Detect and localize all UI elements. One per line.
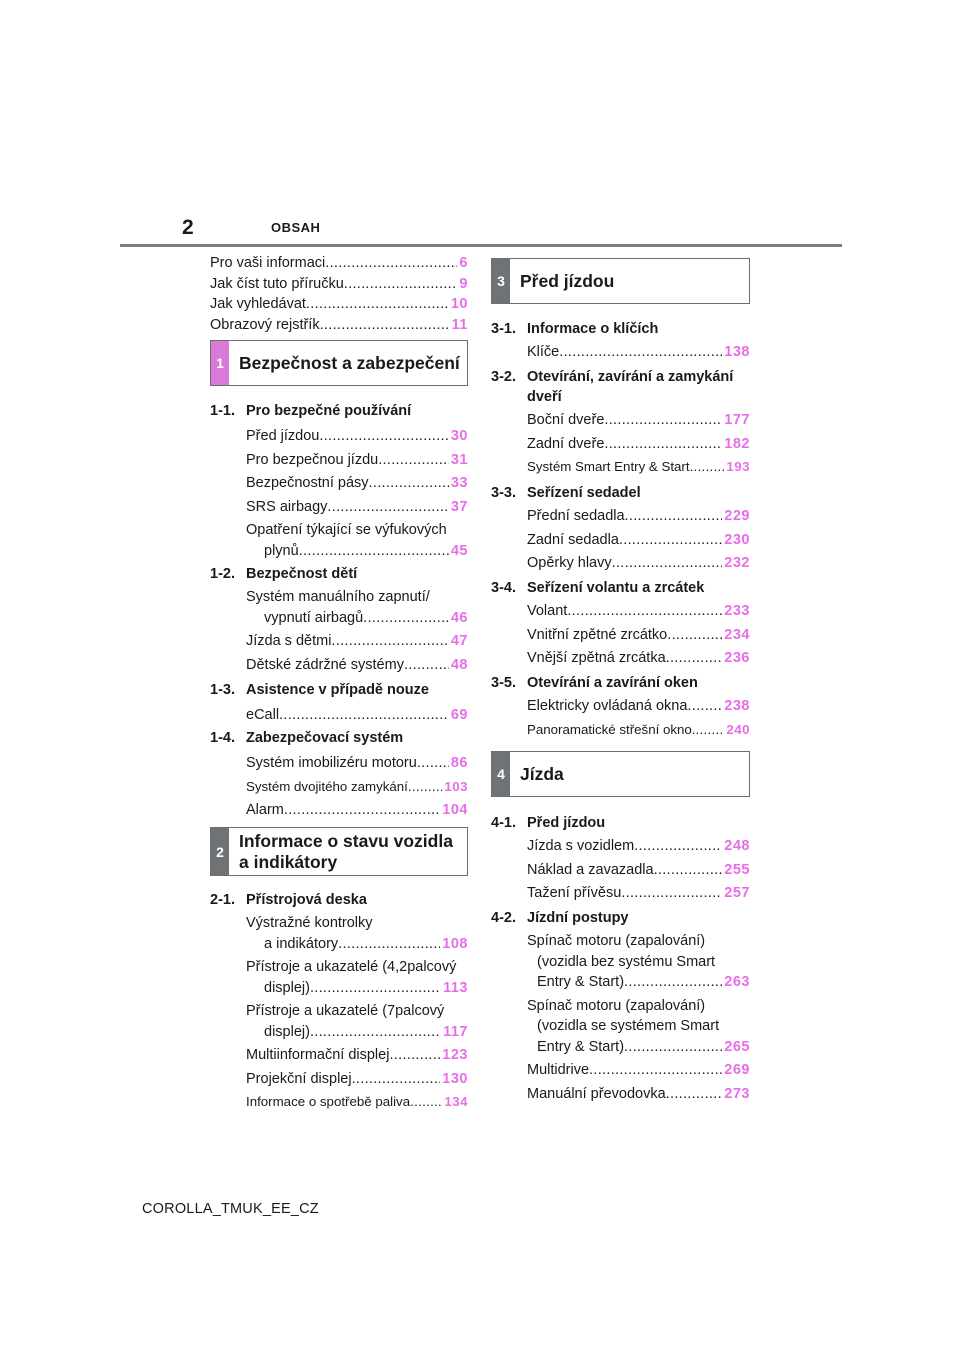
toc-entry[interactable]: Systém dvojitého zamykání ..... 103 bbox=[246, 779, 468, 800]
toc-entry[interactable]: Přední sedadla ..... 229 bbox=[527, 508, 750, 529]
toc-entry[interactable]: Alarm ..... 104 bbox=[246, 802, 468, 823]
toc-entry[interactable]: Informace o spotřebě paliva ..... 134 bbox=[246, 1094, 468, 1115]
page-ref: 229 bbox=[724, 508, 750, 524]
page-ref: 130 bbox=[442, 1070, 468, 1087]
chapter-2-title: Informace o stavu vozidla a indikátory bbox=[239, 830, 453, 872]
toc-entry-line[interactable]: (vozidla se systémem Smart bbox=[537, 1018, 720, 1034]
toc-entry[interactable]: Boční dveře ..... 177 bbox=[527, 412, 750, 433]
toc-entry-line[interactable]: Přístroje a ukazatelé (4,2palcový bbox=[246, 959, 457, 975]
toc-entry-line[interactable]: Přístroje a ukazatelé (7palcový bbox=[246, 1003, 445, 1019]
intro-list bbox=[210, 255, 468, 337]
page-ref: 257 bbox=[724, 885, 750, 901]
toc-entry[interactable]: Projekční displej ..... 130 bbox=[246, 1071, 468, 1092]
page-ref: 117 bbox=[443, 1023, 468, 1040]
page-ref: 31 bbox=[450, 451, 468, 468]
section-1-4 bbox=[210, 730, 468, 823]
toc-entry[interactable]: Multidrive ..... 269 bbox=[527, 1062, 750, 1083]
section-heading-cont: dveří bbox=[527, 389, 562, 405]
page-ref: 248 bbox=[724, 838, 750, 854]
section-3-3 bbox=[491, 485, 750, 576]
section-heading[interactable]: 2-1. Přístrojová deska bbox=[210, 892, 367, 908]
chapter-4-number: 4 bbox=[492, 752, 510, 796]
page-ref: 37 bbox=[450, 498, 468, 515]
page-ref: 123 bbox=[442, 1047, 468, 1063]
chapter-3-number: 3 bbox=[492, 259, 510, 303]
toc-entry[interactable]: Zadní dveře ..... 182 bbox=[527, 436, 750, 457]
toc-entry[interactable]: Jak číst tuto příručku ..... 9 bbox=[210, 276, 468, 297]
page-ref: 10 bbox=[450, 296, 468, 312]
toc-entry[interactable]: Entry & Start) ..... 263 bbox=[527, 974, 750, 995]
toc-entry[interactable]: vypnutí airbagů ..... 46 bbox=[246, 610, 468, 631]
toc-entry[interactable]: Jízda s dětmi ..... 47 bbox=[246, 633, 468, 654]
page-ref: 273 bbox=[724, 1085, 750, 1102]
section-1-3 bbox=[210, 682, 468, 728]
page-ref: 182 bbox=[724, 435, 750, 452]
chapter-4-header[interactable] bbox=[491, 751, 750, 797]
page-ref: 45 bbox=[450, 542, 468, 559]
page-ref: 193 bbox=[726, 459, 750, 474]
toc-entry[interactable]: Systém imobilizéru motoru ..... 86 bbox=[246, 755, 468, 776]
page-ref: 234 bbox=[724, 626, 750, 643]
section-heading[interactable]: 3-3. Seřízení sedadel bbox=[491, 485, 641, 501]
section-3-1 bbox=[491, 321, 750, 365]
document-code: COROLLA_TMUK_EE_CZ bbox=[142, 1201, 319, 1217]
toc-entry[interactable]: Vnější zpětná zrcátka ..... 236 bbox=[527, 650, 750, 671]
toc-entry[interactable]: Jak vyhledávat ..... 10 bbox=[210, 296, 468, 317]
section-heading[interactable]: 3-5. Otevírání a zavírání oken bbox=[491, 675, 698, 691]
page-ref: 138 bbox=[724, 344, 750, 360]
page-ref: 33 bbox=[450, 475, 468, 491]
header-divider bbox=[120, 244, 842, 247]
toc-entry[interactable]: Bezpečnostní pásy ..... 33 bbox=[246, 475, 468, 496]
toc-entry[interactable]: a indikátory ..... 108 bbox=[246, 936, 468, 957]
chapter-2-header[interactable] bbox=[210, 827, 468, 876]
page-ref: 46 bbox=[450, 609, 468, 626]
section-4-2 bbox=[491, 910, 750, 1106]
toc-entry[interactable]: Obrazový rejstřík ..... 11 bbox=[210, 317, 468, 338]
chapter-3-header[interactable] bbox=[491, 258, 750, 304]
page-ref: 113 bbox=[443, 979, 468, 996]
toc-entry[interactable]: SRS airbagy ..... 37 bbox=[246, 499, 468, 520]
toc-entry[interactable]: Multiinformační displej ..... 123 bbox=[246, 1047, 468, 1068]
page-ref: 240 bbox=[726, 721, 750, 737]
toc-entry[interactable]: Zadní sedadla ..... 230 bbox=[527, 532, 750, 553]
section-3-4 bbox=[491, 580, 750, 671]
page-ref: 6 bbox=[459, 255, 468, 271]
toc-entry[interactable]: Pro bezpečnou jízdu ..... 31 bbox=[246, 452, 468, 473]
page-ref: 11 bbox=[451, 316, 468, 333]
section-heading[interactable]: 3-4. Seřízení volantu a zrcátek bbox=[491, 580, 705, 596]
toc-entry[interactable]: Volant ..... 233 bbox=[527, 603, 750, 624]
toc-entry-line[interactable]: (vozidla bez systému Smart bbox=[537, 953, 716, 970]
page-ref: 86 bbox=[450, 755, 468, 771]
chapter-3-title: Před jízdou bbox=[520, 270, 615, 291]
page-ref: 9 bbox=[459, 275, 468, 292]
toc-entry[interactable]: Dětské zádržné systémy ..... 48 bbox=[246, 657, 468, 678]
chapter-1-number: 1 bbox=[211, 341, 229, 385]
toc-entry[interactable]: Jízda s vozidlem ..... 248 bbox=[527, 838, 750, 859]
toc-entry[interactable]: Klíče ..... 138 bbox=[527, 344, 750, 365]
section-heading[interactable]: 1-1. Pro bezpečné používání bbox=[210, 403, 412, 419]
toc-entry-line[interactable]: Spínač motoru (zapalování) bbox=[527, 933, 706, 949]
page-ref: 30 bbox=[450, 428, 468, 444]
page-ref: 263 bbox=[724, 974, 750, 990]
toc-entry[interactable]: Před jízdou ..... 30 bbox=[246, 428, 468, 449]
toc-entry[interactable]: displej) ..... 117 bbox=[246, 1024, 468, 1045]
toc-entry[interactable]: Vnitřní zpětné zrcátko ..... 234 bbox=[527, 627, 750, 648]
page-ref: 230 bbox=[724, 531, 750, 548]
toc-entry-line[interactable]: Opatření týkající se výfukových bbox=[246, 522, 447, 538]
section-1-1 bbox=[210, 403, 468, 563]
page-ref: 69 bbox=[450, 707, 468, 723]
toc-entry[interactable]: Manuální převodovka ..... 273 bbox=[527, 1086, 750, 1107]
toc-entry-line[interactable]: Spínač motoru (zapalování) bbox=[527, 997, 706, 1014]
section-3-2 bbox=[491, 369, 750, 480]
toc-entry[interactable]: plynů ..... 45 bbox=[246, 543, 468, 564]
page-title: OBSAH bbox=[271, 220, 321, 235]
page-ref: 255 bbox=[724, 861, 750, 878]
section-1-2 bbox=[210, 566, 468, 677]
chapter-1-title: Bezpečnost a zabezpečení bbox=[239, 352, 460, 373]
page-ref: 103 bbox=[444, 778, 468, 794]
section-4-1 bbox=[491, 815, 750, 906]
toc-entry-line[interactable]: Systém manuálního zapnutí/ bbox=[246, 589, 430, 605]
toc-entry[interactable]: eCall ..... 69 bbox=[246, 707, 468, 728]
toc-entry[interactable]: Systém Smart Entry & Start ..... 193 bbox=[527, 459, 750, 480]
section-3-5 bbox=[491, 675, 750, 742]
chapter-1-header[interactable] bbox=[210, 340, 468, 386]
toc-entry[interactable]: Entry & Start) ..... 265 bbox=[527, 1039, 750, 1060]
toc-entry-line[interactable]: Výstražné kontrolky bbox=[246, 915, 373, 931]
section-heading[interactable]: 4-1. Před jízdou bbox=[491, 815, 606, 831]
chapter-4-title: Jízda bbox=[520, 763, 564, 784]
toc-entry[interactable]: Opěrky hlavy ..... 232 bbox=[527, 555, 750, 576]
toc-entry[interactable]: Náklad a zavazadla ..... 255 bbox=[527, 862, 750, 883]
toc-entry[interactable]: displej) ..... 113 bbox=[246, 980, 468, 1001]
section-heading[interactable]: 1-4. Zabezpečovací systém bbox=[210, 730, 404, 746]
section-heading[interactable]: 1-3. Asistence v případě nouze bbox=[210, 682, 429, 698]
page-ref: 265 bbox=[724, 1038, 750, 1055]
page-number: 2 bbox=[182, 216, 194, 239]
toc-entry[interactable]: Pro vaši informaci ..... 6 bbox=[210, 255, 468, 276]
section-heading[interactable]: 3-2. Otevírání, zavírání a zamykání bbox=[491, 369, 734, 385]
page-ref: 236 bbox=[724, 650, 750, 666]
section-heading[interactable]: 3-1. Informace o klíčích bbox=[491, 321, 659, 337]
toc-entry[interactable]: Tažení přívěsu ..... 257 bbox=[527, 885, 750, 906]
page-ref: 177 bbox=[724, 412, 750, 428]
page-ref: 134 bbox=[444, 1094, 468, 1109]
page-ref: 104 bbox=[442, 802, 468, 818]
page-ref: 233 bbox=[724, 603, 750, 619]
page-ref: 48 bbox=[450, 656, 468, 673]
chapter-2-number: 2 bbox=[211, 828, 229, 875]
section-heading[interactable]: 1-2. Bezpečnost dětí bbox=[210, 566, 358, 582]
page-ref: 47 bbox=[450, 633, 468, 649]
section-heading[interactable]: 4-2. Jízdní postupy bbox=[491, 910, 629, 926]
page-ref: 238 bbox=[724, 698, 750, 714]
page-ref: 232 bbox=[724, 555, 750, 571]
toc-entry[interactable]: Elektricky ovládaná okna ..... 238 bbox=[527, 698, 750, 719]
toc-entry[interactable]: Panoramatické střešní okno. ..... 240 bbox=[527, 722, 750, 743]
page-ref: 269 bbox=[724, 1062, 750, 1078]
section-2-1 bbox=[210, 892, 468, 1115]
page-ref: 108 bbox=[442, 935, 468, 952]
